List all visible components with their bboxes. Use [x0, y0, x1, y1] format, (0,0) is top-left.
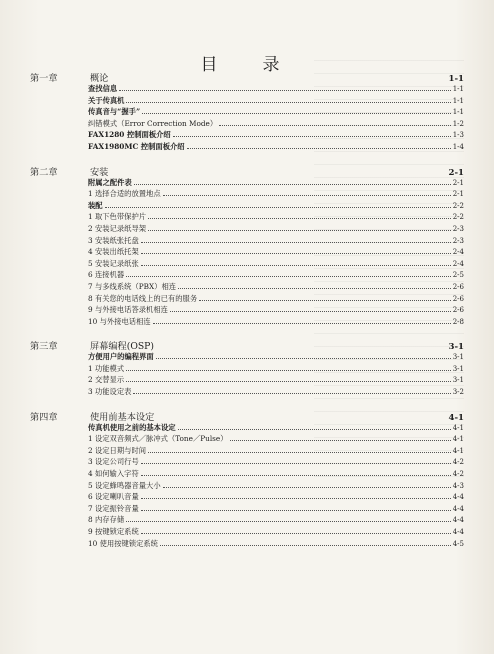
chapter-heading[interactable]	[30, 409, 464, 423]
entry-page: 3-1	[452, 364, 464, 373]
toc-entry[interactable]	[30, 527, 464, 539]
entry-label: 9 与外接电话答录机相连	[88, 305, 168, 315]
dot-leader	[187, 148, 451, 149]
entry-page: 1-1	[452, 85, 464, 93]
toc-entry[interactable]	[30, 96, 464, 108]
entry-label: 10 使用按键锁定系统	[88, 538, 158, 548]
entry-label: 纠错模式（Error Correction Mode）	[88, 118, 218, 128]
entry-page: 1-1	[452, 108, 464, 117]
toc-entry[interactable]	[30, 446, 464, 458]
entry-label: 5 安装记录纸张	[88, 258, 139, 268]
entry-page: 4-4	[452, 516, 464, 525]
dot-leader	[160, 545, 451, 546]
entry-label: 3 安装纸张托盘	[88, 235, 139, 245]
toc-entry[interactable]	[30, 539, 464, 551]
dot-leader	[156, 358, 451, 359]
toc-entry[interactable]	[30, 282, 464, 294]
chapter-heading[interactable]	[30, 164, 464, 178]
toc-entry[interactable]	[30, 423, 464, 435]
chapter-spacer	[30, 328, 464, 338]
entry-label: 8 内存存储	[88, 515, 125, 525]
entry-page: 2-2	[452, 201, 464, 210]
chapter-spacer	[30, 154, 464, 164]
dot-leader	[219, 125, 451, 126]
dot-leader	[141, 533, 451, 534]
toc-entry[interactable]	[30, 481, 464, 493]
entry-label: 1 选择合适的放置地点	[88, 189, 161, 199]
toc-entry[interactable]	[30, 352, 464, 364]
toc-entry[interactable]	[30, 84, 464, 96]
chapter-title: 使用前基本设定	[90, 411, 155, 423]
chapter-page: 2-1	[448, 167, 464, 178]
chapter-heading[interactable]	[30, 338, 464, 352]
chapter-number: 第四章	[30, 411, 58, 423]
entry-page: 2-6	[452, 294, 464, 303]
table-of-contents	[30, 70, 464, 550]
entry-label: 方便用户的编程界面	[88, 352, 154, 362]
dot-leader	[148, 230, 451, 231]
dot-leader	[153, 323, 451, 324]
toc-entry[interactable]	[30, 387, 464, 399]
entry-label: 6 连接机器	[88, 270, 125, 280]
dot-leader	[141, 242, 451, 243]
dot-leader	[170, 311, 451, 312]
entry-label: 传真音与“握手”	[88, 107, 141, 117]
dot-leader	[148, 218, 451, 219]
entry-page: 2-3	[452, 224, 464, 233]
entry-page: 2-5	[452, 271, 464, 280]
entry-page: 2-4	[452, 248, 464, 257]
toc-entry[interactable]	[30, 212, 464, 224]
toc-entry[interactable]	[30, 270, 464, 282]
toc-entry[interactable]	[30, 457, 464, 469]
toc-entry[interactable]	[30, 364, 464, 376]
toc-entry[interactable]	[30, 317, 464, 329]
chapter-heading[interactable]	[30, 70, 464, 84]
entry-page: 4-2	[452, 470, 464, 479]
entry-page: 4-5	[452, 539, 464, 548]
entry-label: 10 与外接电话相连	[88, 316, 151, 326]
entry-label: 装配	[88, 200, 103, 210]
chapter-title: 屏幕编程(OSP)	[90, 341, 154, 353]
entry-page: 4-4	[452, 493, 464, 502]
entry-label: 关于传真机	[88, 95, 125, 105]
toc-entry[interactable]	[30, 492, 464, 504]
chapter-spacer	[30, 399, 464, 409]
entry-page: 4-1	[452, 446, 464, 455]
chapter-number: 第一章	[30, 73, 58, 84]
entry-page: 4-3	[452, 481, 464, 490]
entry-page: 2-6	[452, 306, 464, 315]
entry-page: 2-1	[452, 178, 464, 187]
entry-label: 传真机使用之前的基本设定	[88, 422, 176, 432]
toc-entry[interactable]	[30, 224, 464, 236]
entry-page: 2-2	[452, 213, 464, 222]
entry-label: FAX1980MC 控制面板介绍	[88, 141, 185, 151]
dot-leader	[178, 429, 451, 430]
entry-label: 查找信息	[88, 84, 118, 93]
entry-page: 4-1	[452, 435, 464, 444]
entry-label: 6 设定喇叭音量	[88, 492, 139, 502]
entry-label: 附属之配件表	[88, 177, 132, 187]
entry-label: 1 设定双音频式／脉冲式（Tone／Pulse）	[88, 434, 228, 444]
chapter-page: 1-1	[448, 74, 464, 84]
entry-label: 8 有关您的电话线上的已有的服务	[88, 293, 198, 303]
entry-label: 7 与多线系统（PBX）相连	[88, 281, 177, 291]
dot-leader	[142, 113, 451, 114]
toc-entry[interactable]	[30, 434, 464, 446]
entry-label: 7 设定振铃音量	[88, 503, 139, 513]
dot-leader	[126, 276, 451, 277]
toc-entry[interactable]	[30, 236, 464, 248]
entry-page: 3-1	[452, 353, 464, 362]
entry-label: 1 取下色带保护片	[88, 212, 147, 222]
entry-label: 3 功能设定表	[88, 387, 132, 397]
page-title: 目 录	[200, 55, 294, 75]
entry-page: 2-8	[452, 317, 464, 326]
dot-leader	[126, 381, 451, 382]
dot-leader	[141, 253, 451, 254]
entry-page: 4-4	[452, 528, 464, 536]
entry-page: 4-1	[452, 423, 464, 432]
entry-label: 3 设定公司行号	[88, 457, 139, 467]
entry-page: 2-4	[452, 259, 464, 268]
dot-leader	[141, 498, 451, 499]
entry-page: 2-1	[452, 190, 464, 199]
entry-page: 1-3	[452, 131, 464, 140]
chapter-page: 4-1	[448, 412, 464, 423]
entry-page: 4-2	[452, 458, 464, 467]
entry-page: 1-1	[452, 96, 464, 105]
dot-leader	[173, 136, 451, 137]
toc-entry[interactable]	[30, 259, 464, 271]
toc-entry[interactable]	[30, 107, 464, 119]
entry-label: 4 如何输入字符	[88, 469, 139, 479]
chapter-page: 3-1	[448, 342, 464, 353]
toc-entry[interactable]	[30, 375, 464, 387]
toc-entry[interactable]	[30, 469, 464, 481]
dot-leader	[134, 184, 451, 185]
entry-label: 4 安装出纸托架	[88, 247, 139, 257]
dot-leader	[230, 440, 451, 441]
toc-entry[interactable]	[30, 130, 464, 142]
entry-page: 3-2	[452, 388, 464, 397]
chapter-number: 第三章	[30, 341, 58, 353]
dot-leader	[126, 370, 451, 371]
dot-leader	[141, 463, 451, 464]
toc-entry[interactable]	[30, 515, 464, 527]
dot-leader	[133, 393, 450, 394]
chapter-number: 第二章	[30, 166, 58, 178]
dot-leader	[126, 102, 450, 103]
dot-leader	[148, 452, 451, 453]
dot-leader	[163, 195, 451, 196]
entry-label: 5 设定蜂鸣器音量大小	[88, 480, 161, 490]
entry-label: 1 功能模式	[88, 363, 125, 373]
toc-entry[interactable]	[30, 142, 464, 154]
dot-leader	[126, 521, 451, 522]
dot-leader	[141, 265, 451, 266]
entry-label: 2 安装记录纸导架	[88, 223, 147, 233]
chapter-title: 概论	[90, 73, 109, 84]
entry-page: 1-4	[452, 142, 464, 151]
entry-label: 2 设定日期与时间	[88, 445, 147, 455]
toc-entry[interactable]	[30, 178, 464, 190]
dot-leader	[178, 288, 451, 289]
entry-label: FAX1280 控制面板介绍	[88, 130, 171, 140]
toc-entry[interactable]	[30, 247, 464, 259]
dot-leader	[105, 207, 451, 208]
entry-page: 1-2	[452, 119, 464, 128]
entry-page: 3-1	[452, 376, 464, 385]
dot-leader	[199, 300, 451, 301]
toc-entry[interactable]	[30, 201, 464, 213]
toc-entry[interactable]	[30, 119, 464, 131]
dot-leader	[163, 487, 451, 488]
entry-label: 9 按键锁定系统	[88, 527, 139, 536]
entry-page: 2-3	[452, 236, 464, 245]
entry-label: 2 交替显示	[88, 375, 125, 385]
chapter-title: 安装	[90, 166, 109, 178]
dot-leader	[141, 475, 451, 476]
toc-entry[interactable]	[30, 294, 464, 306]
dot-leader	[119, 90, 451, 91]
dot-leader	[141, 510, 451, 511]
entry-page: 2-6	[452, 282, 464, 291]
toc-entry[interactable]	[30, 189, 464, 201]
toc-entry[interactable]	[30, 305, 464, 317]
toc-entry[interactable]	[30, 504, 464, 516]
entry-page: 4-4	[452, 504, 464, 513]
